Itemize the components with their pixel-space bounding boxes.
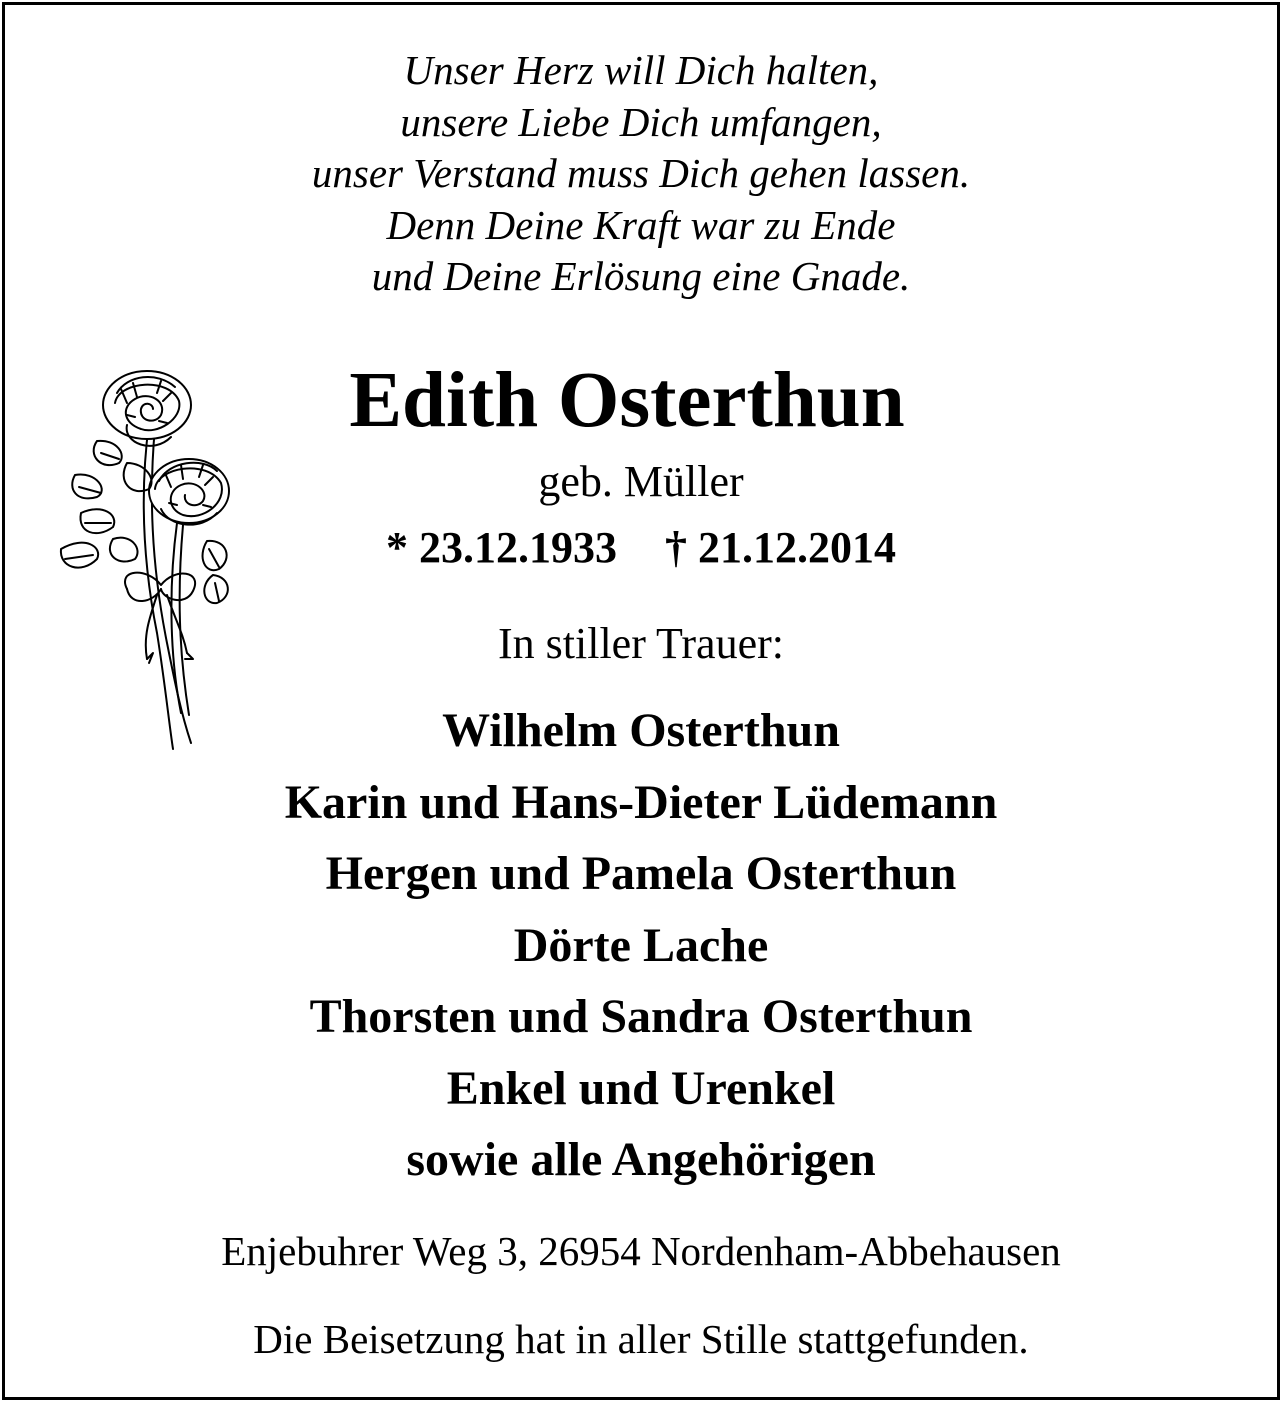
mourner-line: Hergen und Pamela Osterthun [325, 847, 957, 900]
deceased-name: Edith Osterthun [349, 357, 905, 444]
mourner-line: Thorsten und Sandra Osterthun [309, 990, 973, 1043]
address: Enjebuhrer Weg 3, 26954 Nordenham-Abbehausen [221, 1228, 1061, 1274]
birth-date: * 23.12.1933 [386, 523, 617, 572]
mourner-line: Enkel und Urenkel [446, 1061, 836, 1115]
poem-line: unsere Liebe Dich umfangen, [400, 98, 882, 145]
poem-verse [5, 45, 1277, 303]
mourning-label: In stiller Trauer: [498, 619, 784, 668]
mourners-list [5, 695, 1277, 1196]
obituary-notice [2, 2, 1280, 1400]
death-date: † 21.12.2014 [665, 523, 896, 572]
mourner-line: sowie alle Angehörigen [406, 1133, 876, 1186]
life-dates [5, 520, 1277, 576]
mourner-line: Karin und Hans-Dieter Lüdemann [284, 775, 998, 829]
mourner-line: Dörte Lache [513, 918, 769, 972]
funeral-note: Die Beisetzung hat in aller Stille stattgefunden. [253, 1316, 1029, 1362]
poem-line: Unser Herz will Dich halten, [403, 47, 879, 93]
poem-line: und Deine Erlösung eine Gnade. [371, 253, 911, 299]
maiden-name: geb. Müller [538, 457, 744, 506]
mourner-line: Wilhelm Osterthun [442, 704, 840, 757]
poem-line: Denn Deine Kraft war zu Ende [386, 201, 896, 248]
poem-line: unser Verstand muss Dich gehen lassen. [311, 150, 971, 196]
